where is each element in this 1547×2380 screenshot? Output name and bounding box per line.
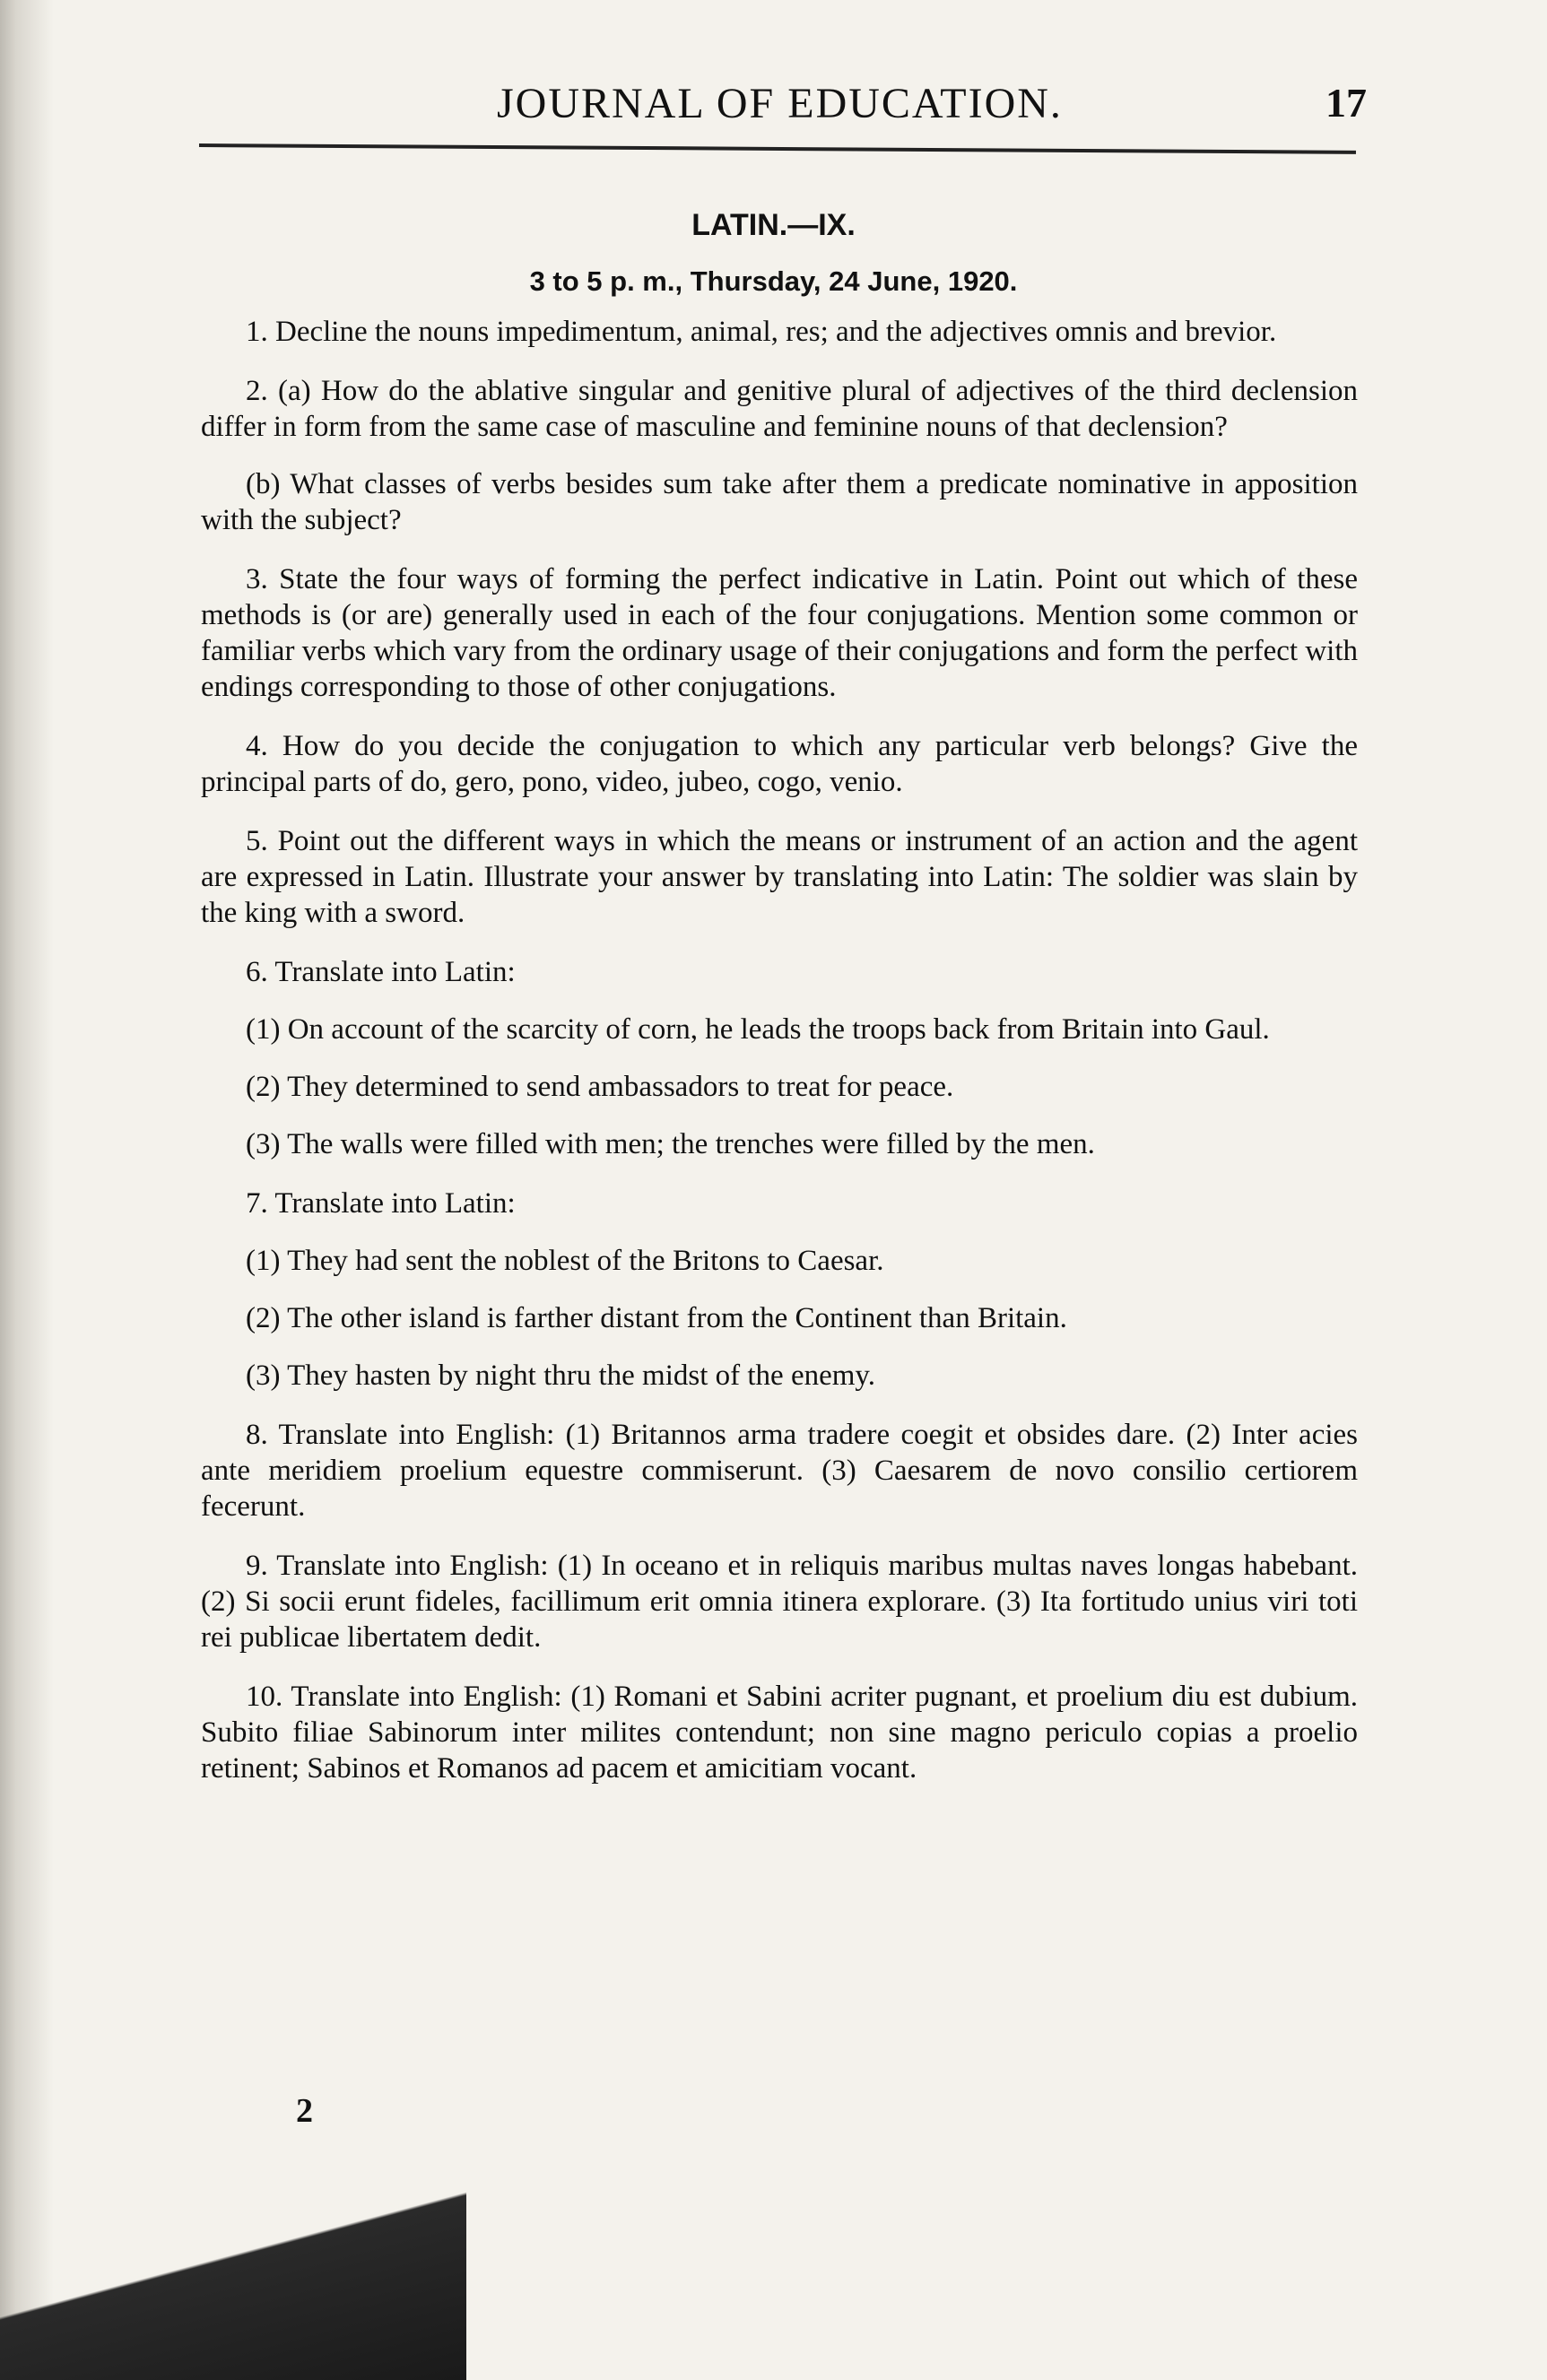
question-9: 9. Translate into English: (1) In oceano et in reliquis maribus multas naves longas habebant. (2) Si socii erunt fideles, facillimum erit omnia itinera explorare. (3) Ita fortitudo unius viri toti rei publicae libertatem dedit. (201, 1550, 1358, 1654)
question-7 (201, 1186, 1358, 1394)
question-10: 10. Translate into English: (1) Romani et Sabini acriter pugnant, et proelium diu est dubium. Subito filiae Sabinorum inter milites contendunt; non sine magno periculo copias a proelio retinent; Sabinos et Romanos ad pacem et amicitiam vocant. (201, 1681, 1358, 1785)
question-7-heading: 7. Translate into Latin: (246, 1187, 516, 1220)
question-2b: (b) What classes of verbs besides sum take after them a predicate nominative in apposition with the subject? (201, 468, 1358, 536)
question-7-item-3: (3) They hasten by night thru the midst of the enemy. (246, 1359, 876, 1392)
question-2a: 2. (a) How do the ablative singular and genitive plural of adjectives of the third declension differ in form from the same case of masculine and feminine nouns of that declension? (201, 375, 1358, 443)
question-3: 3. State the four ways of forming the perfect indicative in Latin. Point out which of these methods is (or are) generally used in each of the four conjugations. Mention some common or familiar verbs which vary from the ordinary usage of their conjugations and form the perfect with endings corresponding to those of other conjugations. (201, 563, 1358, 703)
question-5: 5. Point out the different ways in which the means or instrument of an action and the agent are expressed in Latin. Illustrate your answer by translating into Latin: The soldier was slain by the king with a sword. (201, 825, 1358, 929)
question-4: 4. How do you decide the conjugation to which any particular verb belongs? Give the principal parts of do, gero, pono, video, jubeo, cogo, venio. (201, 730, 1358, 798)
signature-mark: 2 (296, 2092, 313, 2130)
question-6 (201, 954, 1358, 1162)
exam-schedule: 3 to 5 p. m., Thursday, 24 June, 1920. (529, 265, 1018, 297)
question-list (201, 314, 1358, 1810)
question-7-item-2: (2) The other island is farther distant from the Continent than Britain. (246, 1302, 1067, 1334)
question-6-item-1: (1) On account of the scarcity of corn, he leads the troops back from Britain into Gaul. (246, 1013, 1270, 1046)
question-8: 8. Translate into English: (1) Britannos arma tradere coegit et obsides dare. (2) Inter acies ante meridiem proelium equestre commiserunt. (3) Caesarem de novo consilio certiorem fecerunt. (201, 1419, 1358, 1523)
running-head: JOURNAL OF EDUCATION. (497, 80, 1063, 127)
question-2 (201, 373, 1358, 538)
question-6-heading: 6. Translate into Latin: (246, 956, 516, 988)
question-7-item-1: (1) They had sent the noblest of the Britons to Caesar. (246, 1245, 884, 1277)
header-rule (199, 143, 1356, 154)
question-6-item-3: (3) The walls were filled with men; the trenches were filled by the men. (246, 1128, 1095, 1160)
exam-title: LATIN.—IX. (691, 208, 856, 242)
page-number: 17 (1325, 80, 1367, 126)
page-corner-shadow (0, 2192, 466, 2380)
page-binding-shadow (0, 0, 54, 2380)
question-1: 1. Decline the nouns impedimentum, animal, res; and the adjectives omnis and brevior. (246, 316, 1277, 348)
question-6-item-2: (2) They determined to send ambassadors to treat for peace. (246, 1071, 954, 1103)
